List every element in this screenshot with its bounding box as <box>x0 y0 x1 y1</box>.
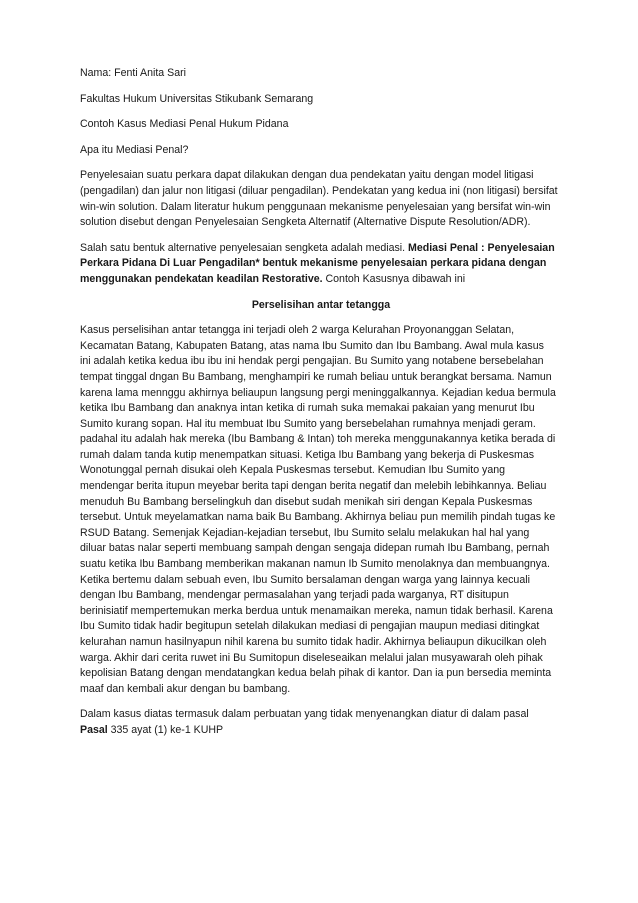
case-line: kelurahan namun hasilnyapun nihil karena bu sumito tidak hadir. Akhirnya beliaupun dikucilkan oleh <box>80 636 547 648</box>
case-line: Ibu Sumito tidak hadir begitupun setelah dilakukan mediasi di pengajian maupun mediasi ditingkat <box>80 620 540 633</box>
case-line: maaf dan kembali akur dengan bu bambang. <box>80 682 291 695</box>
case-line: karena lama mennggu akhirnya beliaupun langsung pergi meninggalkannya. Kejadian kedua bermula <box>80 386 556 399</box>
mediation-bold-2: Perkara Pidana Di Luar Pengadilan* bentuk mekanisme penyelesaian perkara pidana dengan <box>80 257 547 270</box>
paragraph-definition <box>80 168 562 230</box>
paragraph-case <box>80 323 562 697</box>
conclusion-line-2 <box>80 723 562 739</box>
case-line: Ketika bertemu dalam sebuah even, Ibu Sumito bersalaman dengan warga yang lainnya kecuali <box>80 573 530 586</box>
case-line: kepolisian Batang dengan mendatangkan kedua belah pihak di kantor. Dan ia pun bersedia meminta <box>80 667 552 680</box>
definition-line: (pengadilan) dan jalur non litigasi (diluar pengadilan). Pendekatan yang kedua ini (non litigasi) bersifat <box>80 184 558 197</box>
case-line: warga. Akhir dari cerita ruwet ini Bu Sumitopun diseleseaikan melalui jalan musyawarah oleh pihak <box>80 651 543 664</box>
case-line: menuduh Bu Bambang berselingkuh dan disebut sudah menikah siri dengan Kepala Puskesmas <box>80 495 533 508</box>
paragraph-conclusion <box>80 707 562 738</box>
case-line: RSUD Batang. Semenjak Kejadian-kejadian tersebut, Ibu Sumito selalu melakukan hal hal yang <box>80 526 530 539</box>
case-line: ini adalah ketika kedua ibu ibu ini hendak pergi pengajian. Bu Sumito yang notabene bersebelahan <box>80 355 544 368</box>
mediation-line-1 <box>80 241 562 257</box>
case-line: ketika Ibu Bambang dan anaknya intan ketika di rumah suka memakai pakaian yang menurut Ibu <box>80 402 535 415</box>
case-line: Wonotunggal pernah disukai oleh Kepala Puskesmas tersebut. Kemudian Ibu Sumito yang <box>80 464 505 477</box>
document-page <box>80 66 562 739</box>
case-line: tersebut. Untuk meyelamatkan nama baik Bu Bambang. Akhirnya beliau pun memilih pindah tugas ke <box>80 511 556 524</box>
definition-line: solution disebut dengan Penyelesaian Sengketa Alternatif (Alternative Dispute Resolution/ADR). <box>80 216 531 229</box>
pasal-reference: 335 ayat (1) ke-1 KUHP <box>107 723 224 736</box>
definition-line: win-win solution. Dalam literatur hukum penggunaan mekanisme penyelesaian yang bersifat win-win <box>80 200 551 213</box>
case-line: padahal itu adalah hak mereka (Ibu Bambang & Intan) toh mereka menggunakannya ketika berada di <box>80 433 556 446</box>
mediation-line-2 <box>80 256 562 272</box>
document-title: Contoh Kasus Mediasi Penal Hukum Pidana <box>80 118 289 131</box>
pasal-bold: Pasal <box>80 723 108 736</box>
paragraph-mediation <box>80 241 562 288</box>
mediation-text: Salah satu bentuk alternative penyelesaian sengketa adalah mediasi. <box>80 241 409 254</box>
case-line: suatu ketika Ibu Bambang memberikan makanan namun Ib Sumito menolaknya dan membuangnya. <box>80 558 550 571</box>
case-line: Sumito kurang sopan. Hal itu membuat Ibu Sumito yang bersebelahan rumahnya menjadi geram. <box>80 417 536 430</box>
faculty-line: Fakultas Hukum Universitas Stikubank Semarang <box>80 92 314 105</box>
case-line: Kecamatan Batang, Kabupaten Batang, atas nama Ibu Sumito dan Ibu Bambang. Awal mula kasus <box>80 339 544 352</box>
mediation-example-text: Contoh Kasusnya dibawah ini <box>322 272 466 285</box>
mediation-line-3 <box>80 272 562 288</box>
mediation-bold-3: menggunakan pendekatan keadilan Restorative. <box>80 272 323 285</box>
case-line: tempat tinggal dngan Bu Bambang, menghampiri ke rumah beliau untuk berangkat bersama. Namun <box>80 370 552 383</box>
question-heading: Apa itu Mediasi Penal? <box>80 143 189 156</box>
case-title: Perselisihan antar tetangga <box>251 298 391 311</box>
definition-line: Penyelesaian suatu perkara dapat dilakukan dengan dua pendekatan yaitu dengan model litigasi <box>80 169 534 182</box>
conclusion-line-1: Dalam kasus diatas termasuk dalam perbuatan yang tidak menyenangkan diatur di dalam pasal <box>80 708 529 721</box>
case-line: berinisiatif mempertemukan merka berdua untuk menamaikan mereka, namun tidak berhasil. Karena <box>80 604 553 617</box>
mediation-bold-1: Mediasi Penal : Penyelesaian <box>408 241 555 254</box>
case-line: rumah dalam tanda kutip menempatkan situasi. Ketiga Ibu Bambang yang bekerja di Puskesmas <box>80 448 535 461</box>
author-name: Nama: Fenti Anita Sari <box>80 67 186 79</box>
case-line: mendengar berita itupun meyebar berita tapi dengan berita negatif dan melebih lebihkannya. Beliau <box>80 480 547 493</box>
case-line: diluar batas nalar seperti membuang sampah dengan sengaja didepan rumah Ibu Bambang, pernah <box>80 542 550 555</box>
case-line: Kasus perselisihan antar tetangga ini terjadi oleh 2 warga Kelurahan Proyonanggan Selatan, <box>80 324 515 337</box>
case-line: dengan Ibu Bambang, mendengar permasalahan yang terjadi pada warganya, RT disitupun <box>80 589 509 602</box>
